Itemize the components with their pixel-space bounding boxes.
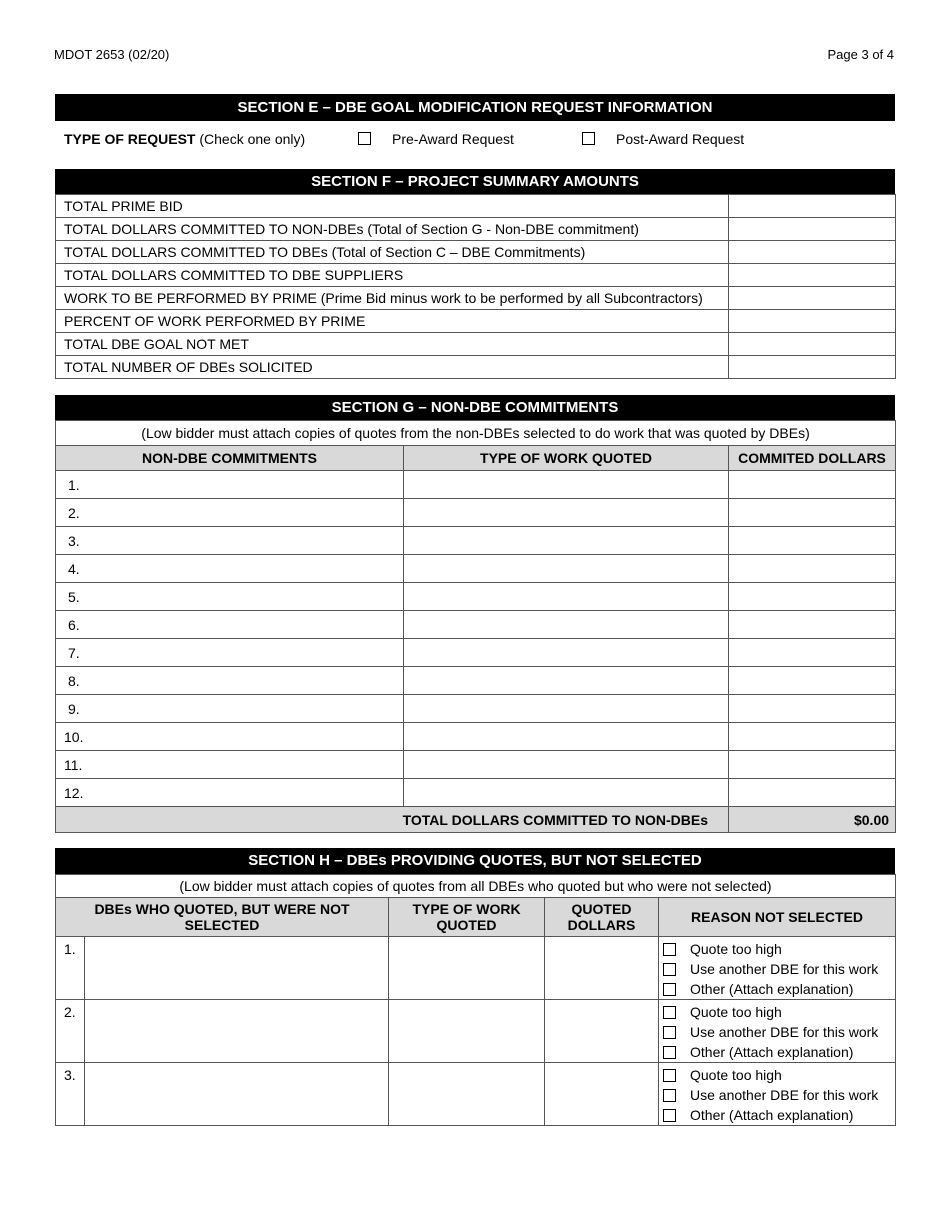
non-dbe-dollars-field[interactable] xyxy=(729,555,896,583)
summary-row-amount-field[interactable] xyxy=(729,264,896,287)
non-dbe-row xyxy=(56,779,896,807)
summary-row-label: TOTAL NUMBER OF DBEs SOLICITED xyxy=(56,356,729,379)
non-dbe-dollars-field[interactable] xyxy=(729,527,896,555)
non-dbe-work-type-field[interactable] xyxy=(404,695,729,723)
non-dbe-dollars-field[interactable] xyxy=(729,639,896,667)
summary-row-amount-field[interactable] xyxy=(729,218,896,241)
non-dbe-dollars-field[interactable] xyxy=(729,499,896,527)
non-dbe-dollars-field[interactable] xyxy=(729,695,896,723)
dbe-not-selected-row xyxy=(56,937,896,1000)
reason-option xyxy=(663,939,895,959)
non-dbe-work-type-field[interactable] xyxy=(404,555,729,583)
reason-checkbox[interactable] xyxy=(663,943,676,956)
reason-not-selected-cell xyxy=(659,1000,896,1063)
total-non-dbe-label: TOTAL DOLLARS COMMITTED TO NON-DBEs xyxy=(56,807,729,833)
non-dbe-row xyxy=(56,667,896,695)
summary-row xyxy=(56,356,896,379)
non-dbe-name-field[interactable]: 11. xyxy=(56,751,404,779)
summary-row-label: WORK TO BE PERFORMED BY PRIME (Prime Bid minus work to be performed by all Subcontractors) xyxy=(56,287,729,310)
non-dbe-name-field[interactable]: 4. xyxy=(56,555,404,583)
col-non-dbe-commitments: NON-DBE COMMITMENTS xyxy=(56,446,404,471)
non-dbe-dollars-field[interactable] xyxy=(729,779,896,807)
non-dbe-work-type-field[interactable] xyxy=(404,779,729,807)
reason-option xyxy=(663,979,895,999)
col-type-of-work-quoted: TYPE OF WORK QUOTED xyxy=(389,898,545,937)
summary-row xyxy=(56,333,896,356)
non-dbe-work-type-field[interactable] xyxy=(404,723,729,751)
non-dbe-work-type-field[interactable] xyxy=(404,639,729,667)
non-dbe-work-type-field[interactable] xyxy=(404,667,729,695)
non-dbe-dollars-field[interactable] xyxy=(729,471,896,499)
post-award-label: Post-Award Request xyxy=(616,131,745,147)
reason-checkbox[interactable] xyxy=(663,1089,676,1102)
dbe-work-type-field[interactable] xyxy=(389,1063,545,1126)
col-dbes-quoted: DBEs WHO QUOTED, BUT WERE NOT SELECTED xyxy=(56,898,389,937)
non-dbe-name-field[interactable]: 7. xyxy=(56,639,404,667)
non-dbe-name-field[interactable]: 9. xyxy=(56,695,404,723)
reason-option xyxy=(663,1065,895,1085)
non-dbe-row xyxy=(56,471,896,499)
type-of-request-heading: TYPE OF REQUEST xyxy=(64,131,196,147)
summary-row xyxy=(56,264,896,287)
reason-checkbox[interactable] xyxy=(663,1046,676,1059)
non-dbe-dollars-field[interactable] xyxy=(729,583,896,611)
summary-row xyxy=(56,241,896,264)
section-g-title: SECTION G – NON-DBE COMMITMENTS xyxy=(55,395,895,420)
non-dbe-name-field[interactable]: 6. xyxy=(56,611,404,639)
reason-option xyxy=(663,959,895,979)
dbe-work-type-field[interactable] xyxy=(389,1000,545,1063)
summary-row xyxy=(56,218,896,241)
non-dbe-dollars-field[interactable] xyxy=(729,667,896,695)
reason-label: Use another DBE for this work xyxy=(690,1024,879,1040)
non-dbe-name-field[interactable]: 12. xyxy=(56,779,404,807)
non-dbe-name-field[interactable]: 1. xyxy=(56,471,404,499)
non-dbe-name-field[interactable]: 8. xyxy=(56,667,404,695)
reason-checkbox[interactable] xyxy=(663,1069,676,1082)
dbe-quoted-dollars-field[interactable] xyxy=(545,1000,659,1063)
summary-row-amount-field[interactable] xyxy=(729,310,896,333)
non-dbe-row xyxy=(56,611,896,639)
summary-row-label: TOTAL PRIME BID xyxy=(56,195,729,218)
non-dbe-row xyxy=(56,723,896,751)
row-number: 1. xyxy=(56,937,85,1000)
non-dbe-dollars-field[interactable] xyxy=(729,751,896,779)
reason-label: Quote too high xyxy=(690,1004,782,1020)
non-dbe-dollars-field[interactable] xyxy=(729,611,896,639)
reason-option xyxy=(663,1022,895,1042)
non-dbe-row xyxy=(56,583,896,611)
non-dbe-commitments-table xyxy=(55,420,896,833)
summary-row-label: TOTAL DBE GOAL NOT MET xyxy=(56,333,729,356)
non-dbe-work-type-field[interactable] xyxy=(404,751,729,779)
dbe-name-field[interactable] xyxy=(85,1063,389,1126)
reason-option xyxy=(663,1105,895,1125)
section-h-note: (Low bidder must attach copies of quotes from all DBEs who quoted but who were not selected) xyxy=(56,875,896,898)
non-dbe-row xyxy=(56,751,896,779)
reason-label: Other (Attach explanation) xyxy=(690,981,854,997)
total-non-dbe-value: $0.00 xyxy=(729,807,896,833)
col-committed-dollars: COMMITED DOLLARS xyxy=(729,446,896,471)
reason-checkbox[interactable] xyxy=(663,1026,676,1039)
dbe-quoted-dollars-field[interactable] xyxy=(545,1063,659,1126)
summary-row-amount-field[interactable] xyxy=(729,241,896,264)
form-id: MDOT 2653 (02/20) xyxy=(54,47,170,62)
pre-award-checkbox[interactable] xyxy=(358,132,371,145)
dbes-not-selected-table xyxy=(55,874,896,1126)
summary-row-label: TOTAL DOLLARS COMMITTED TO NON-DBEs (Total of Section G - Non-DBE commitment) xyxy=(56,218,729,241)
reason-option xyxy=(663,1042,895,1062)
section-g-note: (Low bidder must attach copies of quotes from the non-DBEs selected to do work that was quoted by DBEs) xyxy=(56,421,896,446)
dbe-work-type-field[interactable] xyxy=(389,937,545,1000)
reason-checkbox[interactable] xyxy=(663,1006,676,1019)
reason-option xyxy=(663,1085,895,1105)
non-dbe-name-field[interactable]: 10. xyxy=(56,723,404,751)
non-dbe-row xyxy=(56,639,896,667)
summary-row-amount-field[interactable] xyxy=(729,287,896,310)
non-dbe-row xyxy=(56,555,896,583)
reason-option xyxy=(663,1002,895,1022)
non-dbe-dollars-field[interactable] xyxy=(729,723,896,751)
dbe-not-selected-row xyxy=(56,1000,896,1063)
reason-not-selected-cell xyxy=(659,1063,896,1126)
non-dbe-name-field[interactable]: 5. xyxy=(56,583,404,611)
dbe-name-field[interactable] xyxy=(85,937,389,1000)
row-number: 2. xyxy=(56,1000,85,1063)
section-e-title: SECTION E – DBE GOAL MODIFICATION REQUEST INFORMATION xyxy=(55,94,895,121)
non-dbe-work-type-field[interactable] xyxy=(404,611,729,639)
section-h-title: SECTION H – DBEs PROVIDING QUOTES, BUT NOT SELECTED xyxy=(55,848,895,874)
summary-row-amount-field[interactable] xyxy=(729,356,896,379)
type-of-request-note: (Check one only) xyxy=(199,131,306,147)
non-dbe-work-type-field[interactable] xyxy=(404,527,729,555)
reason-label: Use another DBE for this work xyxy=(690,961,879,977)
col-reason-not-selected: REASON NOT SELECTED xyxy=(659,898,896,937)
reason-checkbox[interactable] xyxy=(663,1109,676,1122)
type-of-request-label xyxy=(64,131,305,147)
summary-row xyxy=(56,195,896,218)
summary-row xyxy=(56,287,896,310)
non-dbe-work-type-field[interactable] xyxy=(404,499,729,527)
summary-row-label: TOTAL DOLLARS COMMITTED TO DBE SUPPLIERS xyxy=(56,264,729,287)
dbe-name-field[interactable] xyxy=(85,1000,389,1063)
reason-not-selected-cell xyxy=(659,937,896,1000)
reason-checkbox[interactable] xyxy=(663,963,676,976)
non-dbe-row xyxy=(56,499,896,527)
summary-row-amount-field[interactable] xyxy=(729,195,896,218)
row-number: 3. xyxy=(56,1063,85,1126)
non-dbe-work-type-field[interactable] xyxy=(404,583,729,611)
section-f-title: SECTION F – PROJECT SUMMARY AMOUNTS xyxy=(55,169,895,194)
project-summary-table xyxy=(55,194,896,379)
reason-checkbox[interactable] xyxy=(663,983,676,996)
summary-row xyxy=(56,310,896,333)
non-dbe-work-type-field[interactable] xyxy=(404,471,729,499)
non-dbe-name-field[interactable]: 3. xyxy=(56,527,404,555)
dbe-not-selected-row xyxy=(56,1063,896,1126)
non-dbe-name-field[interactable]: 2. xyxy=(56,499,404,527)
page-number: Page 3 of 4 xyxy=(827,47,894,62)
reason-label: Other (Attach explanation) xyxy=(690,1107,854,1123)
reason-label: Quote too high xyxy=(690,1067,782,1083)
dbe-quoted-dollars-field[interactable] xyxy=(545,937,659,1000)
summary-row-amount-field[interactable] xyxy=(729,333,896,356)
reason-label: Quote too high xyxy=(690,941,782,957)
post-award-checkbox[interactable] xyxy=(582,132,595,145)
summary-row-label: TOTAL DOLLARS COMMITTED TO DBEs (Total of Section C – DBE Commitments) xyxy=(56,241,729,264)
non-dbe-row xyxy=(56,527,896,555)
non-dbe-row xyxy=(56,695,896,723)
col-type-of-work: TYPE OF WORK QUOTED xyxy=(404,446,729,471)
summary-row-label: PERCENT OF WORK PERFORMED BY PRIME xyxy=(56,310,729,333)
reason-label: Use another DBE for this work xyxy=(690,1087,879,1103)
col-quoted-dollars: QUOTED DOLLARS xyxy=(545,898,659,937)
reason-label: Other (Attach explanation) xyxy=(690,1044,854,1060)
pre-award-label: Pre-Award Request xyxy=(392,131,514,147)
